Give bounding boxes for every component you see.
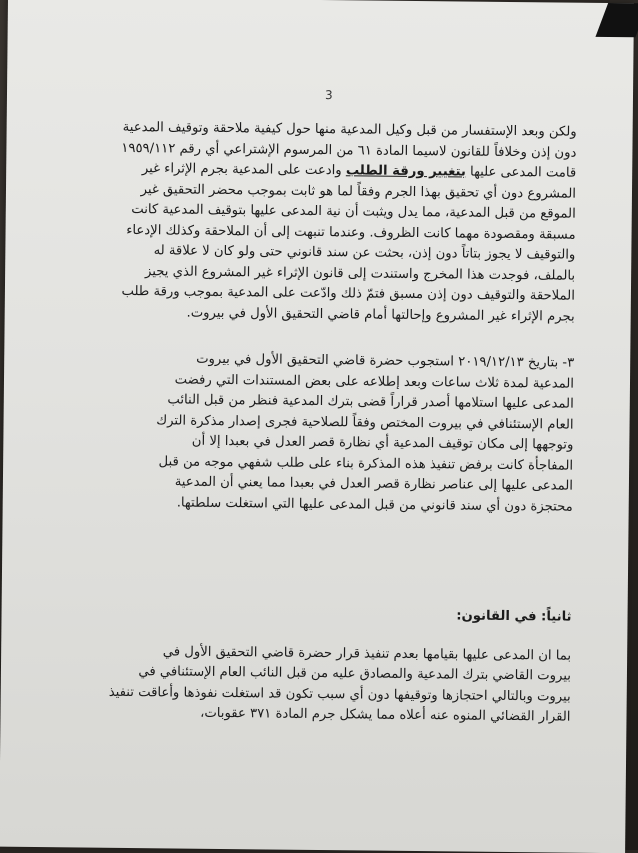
text-line: الملاحقة والتوقيف دون إذن مسبق فتمّ ذلك وادّعت على المدعية بموجب ورقة طلب [121, 283, 575, 304]
text-fragment: قامت المدعى عليها [465, 164, 577, 181]
text-line: بيروت وبالتالي احتجازها وتوقيفها دون أي سبب تكون قد استغلت نفوذها وأعاقت تنفيذ [108, 684, 571, 705]
paragraph-law-1 [40, 641, 571, 729]
text-line: بيروت القاضي بترك المدعية والمصادق عليه من قبل النائب العام الإستئنافي في [138, 664, 572, 684]
text-line: ٣- بتاريخ ٢٠١٩/١٢/١٣ استجوب حضرة قاضي التحقيق الأول في بيروت [196, 351, 575, 371]
text-line: بما ان المدعى عليها بقيامها بعدم تنفيذ قرار حضرة قاضي التحقيق الأول في [162, 643, 572, 664]
page-number: 3 [324, 88, 333, 103]
text-line: دون إذن وخلافاً للقانون لاسيما المادة ٦١ من المرسوم الإشتراعي أي رقم ١٩٥٩/١١٢ [121, 140, 577, 161]
text-fragment: ادعت على المدعية بجرم الإثراء غير [141, 161, 336, 179]
text-line: قامت المدعى عليها بتغيير ورقة الطلب وادعت على المدعية بجرم الإثراء غير [141, 161, 577, 181]
section-heading-law: ثانياً: في القانون: [456, 608, 572, 625]
text-line: المدعى عليها إلى عناصر نظارة قصر العدل في بعبدا مما يعني أن المدعية [174, 474, 574, 494]
text-line: المدعية لمدة ثلاث ساعات وبعد إطلاعه على بعض المستندات التي رفضت [174, 371, 575, 392]
text-line: بالملف، فوجدت هذا المخرج واستندت إلى قانون الإثراء غير المشروع الذي يجيز [144, 263, 576, 284]
text-line: المفاجأة كانت برفض تنفيذ هذه المذكرة بناء على طلب شفهي موجه من قبل [158, 453, 574, 474]
text-line: المدعى عليها استلامها أصدر قراراً قضى بترك المدعية فنظر من قبل النائب [167, 392, 574, 412]
text-line: الموقع من قبل المدعية، مما يدل ويثبت أن نية المدعى عليها بتوقيف المدعية كانت [131, 202, 576, 222]
binder-tab [595, 3, 638, 37]
text-line: القرار القضائي المنوه عنه أعلاه مما يشكل جرم المادة ٣٧١ عقوبات، [200, 705, 571, 725]
paragraph-facts-3 [43, 348, 575, 518]
text-line: بجرم الإثراء غير المشروع وإحالتها أمام قاضي التحقيق الأول في بيروت. [186, 305, 575, 325]
text-line: العام الإستئنافي في بيروت المختص وفقاً للصلاحية فجرى إصدار مذكرة الترك [156, 412, 574, 433]
text-line: ولكن وبعد الإستفسار من قبل وكيل المدعية منها حول كيفية ملاحقة وتوقيف المدعية [122, 119, 577, 140]
text-line: والتوقيف لا يجوز بتاتاً دون إذن، بحثت عن سند قانوني حتى ولو كان لا علاقة له [153, 243, 576, 263]
document-body [40, 117, 577, 754]
text-line: وتوجهها إلى مكان توقيف المدعية أي نظارة قصر العدل في بعبدا إلا أن [191, 433, 574, 453]
text-line: مسبقة ومقصودة مهما كانت الظروف. وعندما تنبهت إلى أن الملاحقة وكذلك الإدعاء [126, 222, 576, 243]
paragraph-facts-2 [45, 117, 577, 328]
text-line: المشروع دون أي تحقيق بهذا الجرم وفقاً لما هو ثابت بموجب محضر التحقيق غير [140, 181, 577, 202]
emphasized-text: بتغيير ورقة الطلب [345, 163, 466, 180]
text-line: محتجزة دون أي سند قانوني من قبل المدعى عليها التي استغلت سلطتها. [176, 495, 573, 515]
